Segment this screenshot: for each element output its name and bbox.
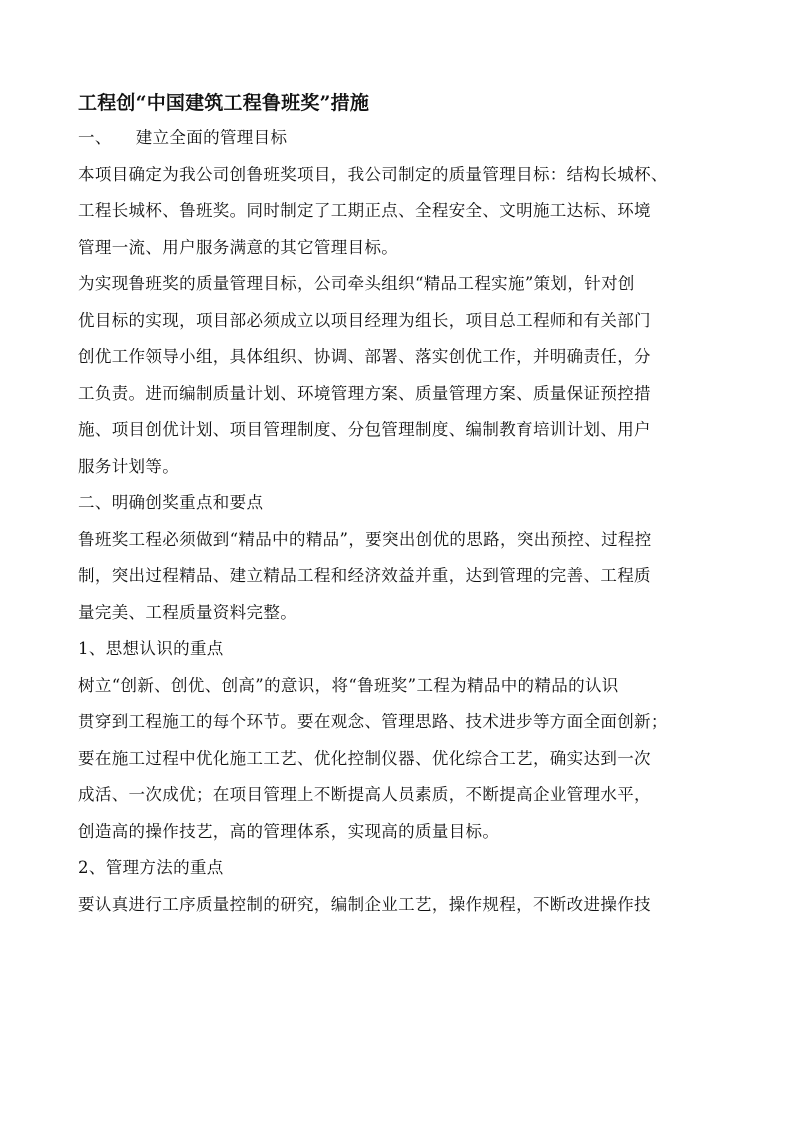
text-line: 要在施工过程中优化施工工艺、优化控制仪器、优化综合工艺，确实达到一次 [78, 748, 651, 768]
section-heading-1 [78, 120, 718, 157]
text-line: 量完美、工程质量资料完整。 [78, 602, 298, 622]
text-line: 服务计划等。 [78, 456, 180, 476]
text-line: 制，突出过程精品、建立精品工程和经济效益并重，达到管理的完善、工程质 [78, 566, 651, 585]
text-line: 树立“创新、创优、创高”的意识，将“鲁班奖”工程为精品中的精品的认识 [78, 675, 619, 695]
section-heading-text: 建立全面的管理目标 [135, 128, 288, 147]
text-line: 工负责。进而编制质量计划、环境管理方案、质量管理方案、质量保证预控措 [78, 383, 651, 403]
text-line: 为实现鲁班奖的质量管理目标，公司牵头组织“精品工程实施”策划，针对创 [78, 274, 635, 293]
text-line: 贯穿到工程施工的每个环节。要在观念、管理思路、技术进步等方面全面创新； [78, 712, 668, 731]
section-heading-2: 二、明确创奖重点和要点 [78, 493, 264, 512]
text-line: 成活、一次成优；在项目管理上不断提高人员素质，不断提高企业管理水平， [78, 785, 651, 804]
text-line: 管理一流、用户服务满意的其它管理目标。 [78, 237, 399, 257]
text-line: 创优工作领导小组，具体组织、协调、部署、落实创优工作，并明确责任，分 [78, 347, 651, 366]
text-line: 要认真进行工序质量控制的研究，编制企业工艺，操作规程，不断改进操作技 [78, 894, 651, 914]
subsection-heading-2: 2、管理方法的重点 [78, 858, 224, 877]
section-number: 一、 [78, 128, 112, 147]
text-line: 鲁班奖工程必须做到“精品中的精品”，要突出创优的思路，突出预控、过程控 [78, 529, 652, 549]
document-title: 工程创“中国建筑工程鲁班奖”措施 [78, 92, 370, 114]
text-line: 本项目确定为我公司创鲁班奖项目，我公司制定的质量管理目标：结构长城杯、 [78, 164, 668, 184]
text-line: 创造高的操作技艺，高的管理体系，实现高的质量目标。 [78, 821, 500, 841]
text-line: 施、项目创优计划、项目管理制度、分包管理制度、编制教育培训计划、用户 [78, 420, 651, 439]
text-line: 优目标的实现，项目部必须成立以项目经理为组长，项目总工程师和有关部门 [78, 310, 651, 330]
document-body [78, 88, 718, 923]
text-line: 工程长城杯、鲁班奖。同时制定了工期正点、全程安全、文明施工达标、环境 [78, 201, 651, 220]
subsection-heading-1: 1、思想认识的重点 [78, 639, 224, 658]
